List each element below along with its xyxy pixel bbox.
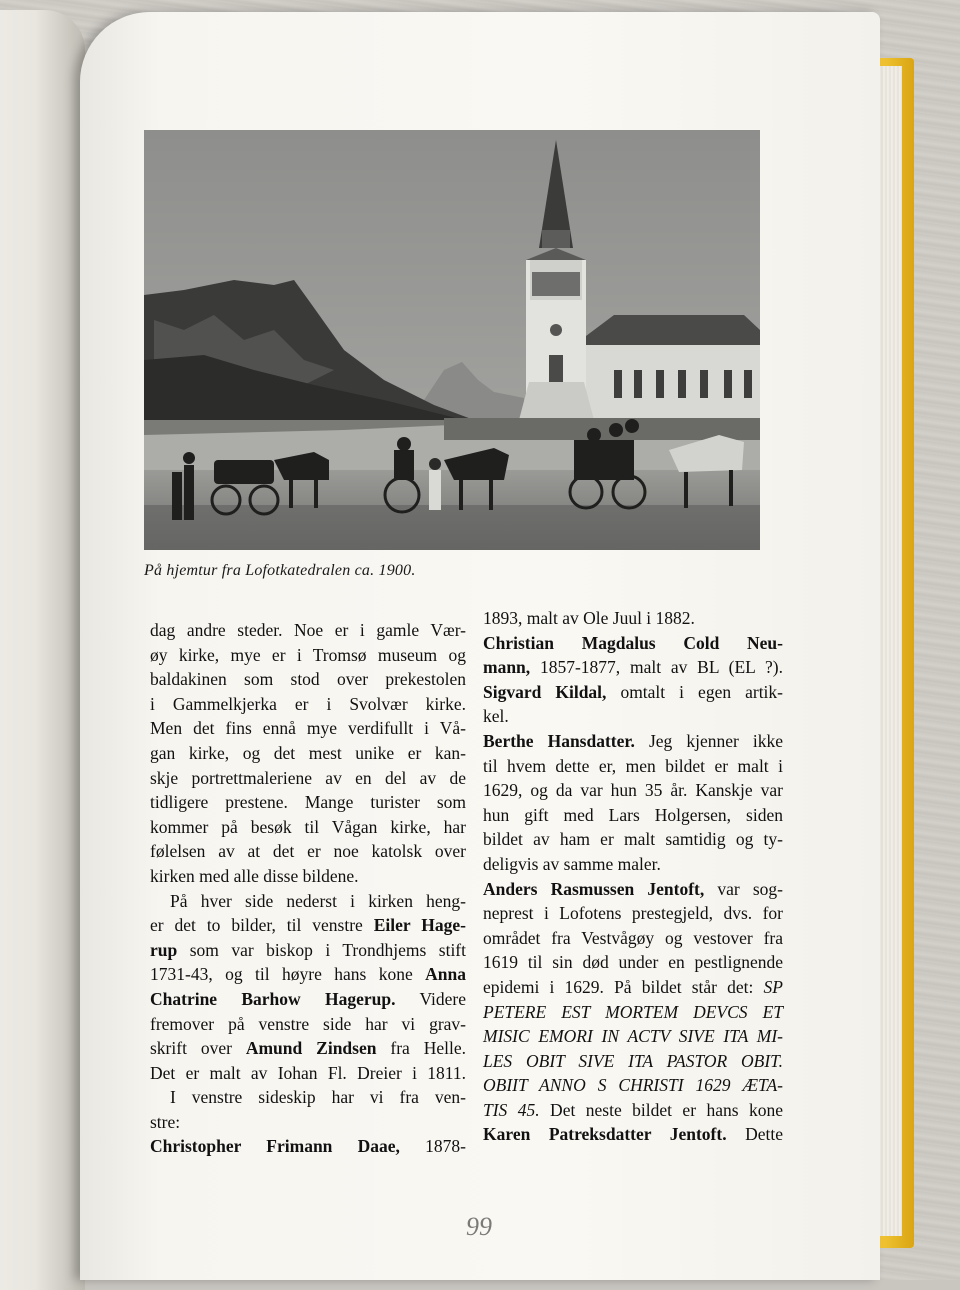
text-line: kirken med alle disse bildene. bbox=[150, 865, 359, 886]
text-line: I venstre sideskip har vi fra ven- bbox=[170, 1087, 466, 1108]
text-line: TIS 45. Det neste bildet er hans kone bbox=[483, 1099, 783, 1120]
text-line: 1629, og da var hun 35 år. Kanskje var bbox=[483, 780, 783, 801]
historical-photo bbox=[144, 130, 760, 550]
text-line: skrift over Amund Zindsen fra Helle. bbox=[150, 1038, 466, 1059]
text-line: 1619 til sin død under en pestlignende bbox=[483, 952, 783, 973]
text-line: i Gammelkjerka er i Svolvær kirke. bbox=[150, 693, 466, 714]
text-line: Det er malt av Iohan Fl. Dreier i 1811. bbox=[150, 1062, 466, 1083]
left-text-column bbox=[150, 618, 466, 1159]
text-line: er det to bilder, til venstre Eiler Hage- bbox=[150, 915, 466, 936]
text-line: mann, 1857-1877, malt av BL (EL ?). bbox=[483, 657, 783, 678]
text-line: øy kirke, mye er i Tromsø museum og bbox=[150, 644, 466, 665]
text-line: Karen Patreksdatter Jentoft. Dette bbox=[483, 1124, 783, 1145]
text-line: dag andre steder. Noe er i gamle Vær- bbox=[150, 620, 466, 640]
text-line: 1731-43, og til høyre hans kone Anna bbox=[150, 964, 466, 985]
text-line: baldakinen som stod over prekestolen bbox=[150, 669, 466, 690]
text-line: PETERE EST MORTEM DEVCS ET bbox=[483, 1001, 783, 1022]
text-line: Sigvard Kildal, omtalt i egen artik- bbox=[483, 681, 783, 702]
photo-caption: På hjemtur fra Lofotkatedralen ca. 1900. bbox=[144, 562, 416, 579]
church-photo-illustration bbox=[144, 130, 760, 550]
text-line: Chatrine Barhow Hagerup. Videre bbox=[150, 988, 467, 1009]
right-text-column bbox=[483, 606, 783, 1147]
text-line: deligvis av samme maler. bbox=[483, 853, 661, 874]
text-line: kel. bbox=[483, 706, 509, 727]
left-facing-page bbox=[0, 10, 85, 1290]
text-line: LES OBIT SIVE ITA PASTOR OBIT. bbox=[483, 1050, 783, 1071]
text-line: Christian Magdalus Cold Neu- bbox=[483, 632, 783, 653]
text-line: fremover på venstre side har vi grav- bbox=[150, 1013, 466, 1034]
text-line: hun gift med Lars Holgersen, siden bbox=[483, 804, 783, 825]
text-line: Anders Rasmussen Jentoft, var sog- bbox=[483, 878, 784, 899]
text-line: tidligere prestene. Mange turister som bbox=[150, 792, 466, 813]
text-line: Berthe Hansdatter. Jeg kjenner ikke bbox=[483, 730, 783, 751]
text-line: Christopher Frimann Daae, 1878- bbox=[150, 1136, 466, 1157]
text-line: skje portrettmaleriene av en del av de bbox=[150, 767, 466, 788]
text-line: neprest i Lofotens prestegjeld, dvs. for bbox=[483, 903, 783, 924]
text-line: området fra Vestvågøy og vestover fra bbox=[483, 927, 783, 948]
text-line: epidemi i 1629. På bildet står det: SP bbox=[483, 976, 783, 997]
text-line: På hver side nederst i kirken heng- bbox=[170, 890, 466, 911]
text-line: stre: bbox=[150, 1111, 181, 1132]
text-line: bildet av ham er malt samtidig og ty- bbox=[483, 829, 783, 850]
text-line: følelsen av at det er noe katolsk over bbox=[150, 841, 466, 862]
text-line: MISIC EMORI IN ACTV SIVE ITA MI- bbox=[483, 1026, 783, 1047]
text-line: Men det fins ennå mye verdifullt i Vå- bbox=[150, 718, 466, 739]
text-line: 1893, malt av Ole Juul i 1882. bbox=[483, 608, 695, 628]
text-line: kommer på besøk til Vågan kirke, har bbox=[150, 816, 466, 837]
text-line: til hvem dette er, men bildet er malt i bbox=[483, 755, 783, 776]
text-line: gan kirke, og det mest unike er kan- bbox=[150, 742, 466, 763]
text-line: rup som var biskop i Trondhjems stift bbox=[150, 939, 466, 960]
page-number: 99 bbox=[466, 1212, 492, 1241]
text-line: OBIIT ANNO S CHRISTI 1629 ÆTA- bbox=[483, 1075, 783, 1096]
